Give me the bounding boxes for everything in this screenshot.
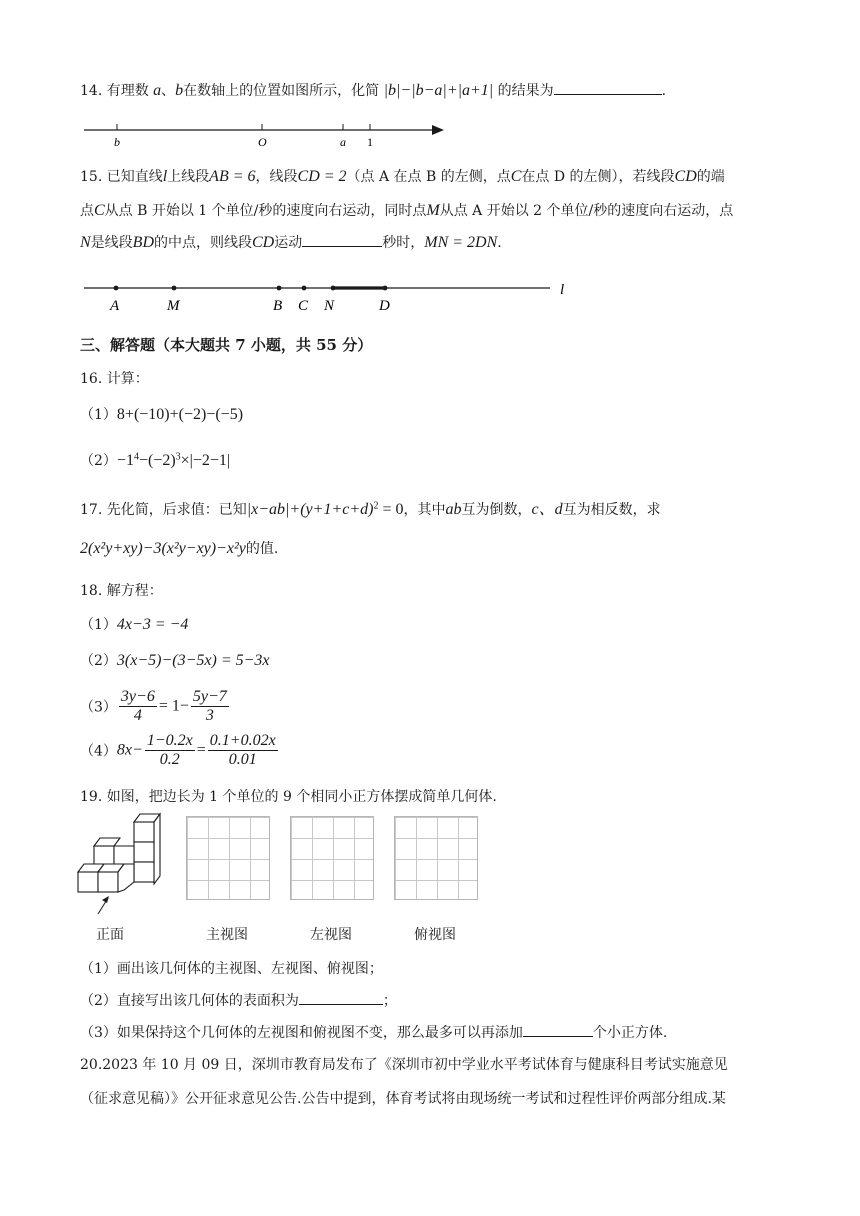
- q14-text-c: 的结果为: [497, 83, 554, 99]
- q18-part1: [80, 614, 188, 634]
- q18-p4-pre: 8x−: [116, 741, 143, 759]
- numerator: 0.1+0.02x: [209, 732, 276, 749]
- q19-p3-text: （3）如果保持这个几何体的左视图和俯视图不变，那么最多可以再添加: [80, 1025, 523, 1041]
- q16-text: 计算：: [106, 371, 149, 387]
- question-number: 14.: [80, 83, 103, 99]
- point-b: [277, 286, 282, 291]
- exponent: 2: [373, 500, 379, 512]
- question-20-line1: [80, 1054, 728, 1074]
- point-m: [172, 286, 177, 291]
- var-cd: CD: [674, 168, 697, 185]
- question-14: [80, 80, 666, 100]
- numerator: 5y−7: [192, 688, 227, 705]
- grid-front-view[interactable]: [186, 816, 270, 900]
- arrow-icon: [102, 896, 109, 903]
- part-label: （2）: [80, 453, 117, 469]
- exponent: 4: [133, 451, 139, 463]
- q15-text: 运动: [274, 235, 303, 251]
- equals: =: [196, 741, 206, 759]
- q18-part2: [80, 650, 270, 670]
- label-d: D: [379, 298, 390, 314]
- q16-part2: [80, 450, 230, 470]
- exponent: 3: [175, 451, 181, 463]
- q14-text-b: 在数轴上的位置如图所示，化简: [183, 83, 380, 99]
- part-label: （1）: [80, 617, 117, 633]
- q15-text: 从点 A 开始以 2 个单位/秒的速度向右运动，点: [439, 203, 734, 219]
- point-a: [114, 286, 119, 291]
- label-a: A: [110, 298, 120, 314]
- q19-p3-text: 个小正方体.: [592, 1025, 668, 1041]
- q19-part2: [80, 990, 397, 1010]
- q16-p2-expr: ×|−2−1|: [180, 452, 231, 469]
- front-label: 正面: [96, 927, 124, 943]
- left-view-label: 左视图: [310, 927, 352, 943]
- q15-text: ，线段: [255, 169, 298, 185]
- q15-text: 上线段: [167, 169, 210, 185]
- arrow-right-icon: [432, 125, 444, 135]
- number-line-figure: [80, 118, 450, 152]
- q19-part1: （1）画出该几何体的主视图、左视图、俯视图；: [80, 961, 383, 977]
- label-m: M: [167, 298, 180, 314]
- q14-text: 有理数: [106, 83, 149, 99]
- q18-part4: [80, 732, 280, 769]
- question-19: [80, 786, 497, 806]
- period: .: [661, 83, 667, 99]
- q18-p2-equation: 3(x−5)−(3−5x) = 5−3x: [116, 652, 270, 669]
- label-n: N: [324, 298, 335, 314]
- label-a: a: [340, 135, 346, 149]
- q18-p3-mid: = 1−: [158, 697, 189, 715]
- q15-text: 的中点，则线段: [154, 235, 252, 251]
- q15-text: 的端: [696, 169, 725, 185]
- part-label: （3）: [80, 699, 117, 716]
- q15-text: 在点 D 的左侧），若线段: [521, 169, 675, 185]
- q17-text: 先化简，后求值：已知: [106, 502, 247, 518]
- question-number: 17.: [80, 502, 103, 518]
- q19-part3: [80, 1022, 667, 1042]
- denominator: 0.2: [159, 751, 180, 768]
- q17-condition-end: = 0: [378, 501, 404, 518]
- answer-blank[interactable]: [302, 232, 382, 247]
- var-c: C: [510, 168, 522, 185]
- denominator: 4: [133, 707, 142, 724]
- question-15-line3: [80, 232, 502, 252]
- var-c: C: [94, 202, 105, 219]
- q19-p2-text: （2）直接写出该几何体的表面积为: [80, 993, 299, 1009]
- var-m: M: [426, 202, 440, 219]
- q17-text: 互为倒数，: [461, 502, 532, 518]
- question-17-line1: [80, 496, 661, 519]
- question-number: 16.: [80, 371, 103, 387]
- label-b: b: [114, 135, 120, 149]
- q15-text: 秒时，: [382, 235, 425, 251]
- point-d: [383, 286, 388, 291]
- var-l: l: [162, 168, 168, 185]
- grid-top-view[interactable]: [394, 816, 478, 900]
- q15-text: 点: [80, 203, 94, 219]
- q19-text: 如图，把边长为 1 个单位的 9 个相同小正方体摆成简单几何体.: [106, 789, 497, 805]
- var-ab: ab: [445, 501, 462, 518]
- var-a: a: [153, 82, 162, 99]
- var-bd: BD: [132, 234, 154, 251]
- point-n: [331, 286, 336, 291]
- sep: 、: [161, 83, 176, 99]
- period: .: [497, 235, 502, 251]
- label-b: B: [273, 298, 283, 314]
- q16-p2-expr: −1: [116, 452, 134, 469]
- label-1: 1: [367, 135, 373, 149]
- q17-expression: 2(x²y+xy)−3(x²y−xy)−x²y: [80, 540, 246, 557]
- q16-p1-expression: 8+(−10)+(−2)−(−5): [116, 406, 244, 423]
- question-number: 19.: [80, 789, 103, 805]
- grid-left-view[interactable]: [290, 816, 374, 900]
- var-cd: CD: [252, 234, 275, 251]
- var-n: N: [80, 234, 91, 251]
- label-l: l: [560, 282, 565, 298]
- var-b: b: [175, 82, 184, 99]
- question-number: 20.: [80, 1057, 103, 1073]
- question-17-line2: [80, 538, 278, 558]
- question-15-line1: [80, 166, 725, 186]
- part-label: （2）: [80, 653, 117, 669]
- var-cd: c、d: [531, 501, 563, 518]
- cube-solid-figure: [74, 810, 174, 920]
- q17-condition: |x−ab|+(y+1+c+d): [246, 501, 374, 518]
- q15-text: 已知直线: [106, 169, 163, 185]
- numerator: 3y−6: [120, 688, 155, 705]
- segment-figure: [80, 278, 580, 316]
- semicolon: ；: [382, 993, 397, 1009]
- section-title: 三、解答题（本大题共 7 小题，共 55 分）: [80, 336, 373, 354]
- ab-equation: AB = 6: [209, 168, 256, 185]
- question-number: 18.: [80, 583, 103, 599]
- answer-blank[interactable]: [523, 1022, 593, 1037]
- q18-p1-equation: 4x−3 = −4: [116, 616, 189, 633]
- answer-blank[interactable]: [554, 80, 662, 95]
- q17-text: 的值.: [245, 541, 279, 557]
- q16-p2-expr: −(−2): [138, 452, 176, 469]
- q15-text: 从点 B 开始以 1 个单位/秒的速度向右运动，同时点: [104, 203, 427, 219]
- cd-equation: CD = 2: [297, 168, 347, 185]
- fraction: [145, 732, 195, 769]
- q14-expression: |b|−|b−a|+|a+1|: [383, 82, 494, 99]
- part-label: （1）: [80, 407, 117, 423]
- q15-text: 是线段: [90, 235, 133, 251]
- front-view-label: 主视图: [206, 927, 248, 943]
- question-18: [80, 580, 163, 600]
- q16-part1: [80, 404, 243, 424]
- q17-text: ，其中: [403, 502, 446, 518]
- q18-text: 解方程：: [106, 583, 163, 599]
- question-15-line2: [80, 200, 733, 220]
- part-label: （4）: [80, 743, 117, 760]
- point-c: [302, 286, 307, 291]
- question-16: [80, 368, 149, 388]
- answer-blank[interactable]: [299, 990, 383, 1005]
- label-c: C: [298, 298, 309, 314]
- numerator: 1−0.2x: [146, 732, 193, 749]
- mn-equation: MN = 2DN: [424, 234, 498, 251]
- denominator: 3: [205, 707, 214, 724]
- fraction: [208, 732, 278, 769]
- question-number: 15.: [80, 169, 103, 185]
- q18-part3: [80, 688, 231, 725]
- q15-text: （点 A 在点 B 的左侧，点: [346, 169, 511, 185]
- q20-text: 2023 年 10 月 09 日，深圳市教育局发布了《深圳市初中学业水平考试体育与健康科目考试实施意见: [102, 1057, 728, 1073]
- question-20-line2: （征求意见稿）》公开征求意见公告.公告中提到，体育考试将由现场统一考试和过程性评价两部分组成.某: [80, 1091, 726, 1107]
- fraction: [191, 688, 229, 725]
- q17-text: 互为相反数，求: [562, 502, 661, 518]
- top-view-label: 俯视图: [414, 927, 456, 943]
- fraction: [119, 688, 157, 725]
- denominator: 0.01: [228, 751, 257, 768]
- label-o: O: [258, 135, 267, 149]
